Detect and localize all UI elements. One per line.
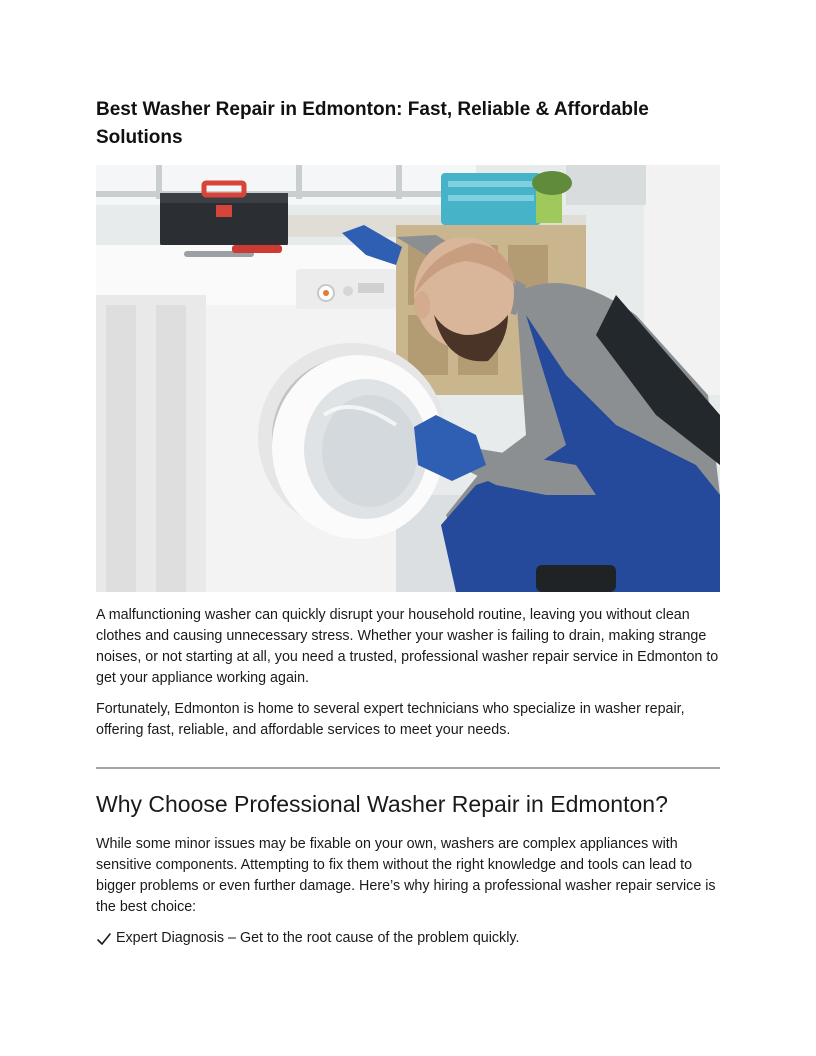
hero-image-technician-repairing-washer	[96, 165, 720, 592]
intro-paragraph-1: A malfunctioning washer can quickly disrupt your household routine, leaving you without clean clothes and causing unnecessary stress. Whether your washer is failing to drain, making strange noises, or not starting at all, you need a trusted, professional washer repair service in Edmonton to get your appliance working again.	[96, 607, 719, 686]
page-title: Best Washer Repair in Edmonton: Fast, Reliable & Affordable Solutions	[96, 99, 649, 148]
list-item-text: Expert Diagnosis – Get to the root cause of the problem quickly.	[116, 930, 520, 946]
document-page	[96, 96, 720, 949]
section-paragraph: While some minor issues may be fixable on your own, washers are complex appliances with sensitive components. Attempting to fix them without the right knowledge and tools can lead to bigger problems or even further damage. Here’s why hiring a professional washer repair service is the best choice:	[96, 836, 716, 915]
list-item	[96, 928, 720, 949]
section-heading: Why Choose Professional Washer Repair in Edmonton?	[96, 791, 668, 817]
intro-paragraph-2: Fortunately, Edmonton is home to several expert technicians who specialize in washer repair, offering fast, reliable, and affordable services to meet your needs.	[96, 701, 685, 738]
section-divider	[96, 767, 720, 769]
check-icon	[96, 931, 112, 947]
